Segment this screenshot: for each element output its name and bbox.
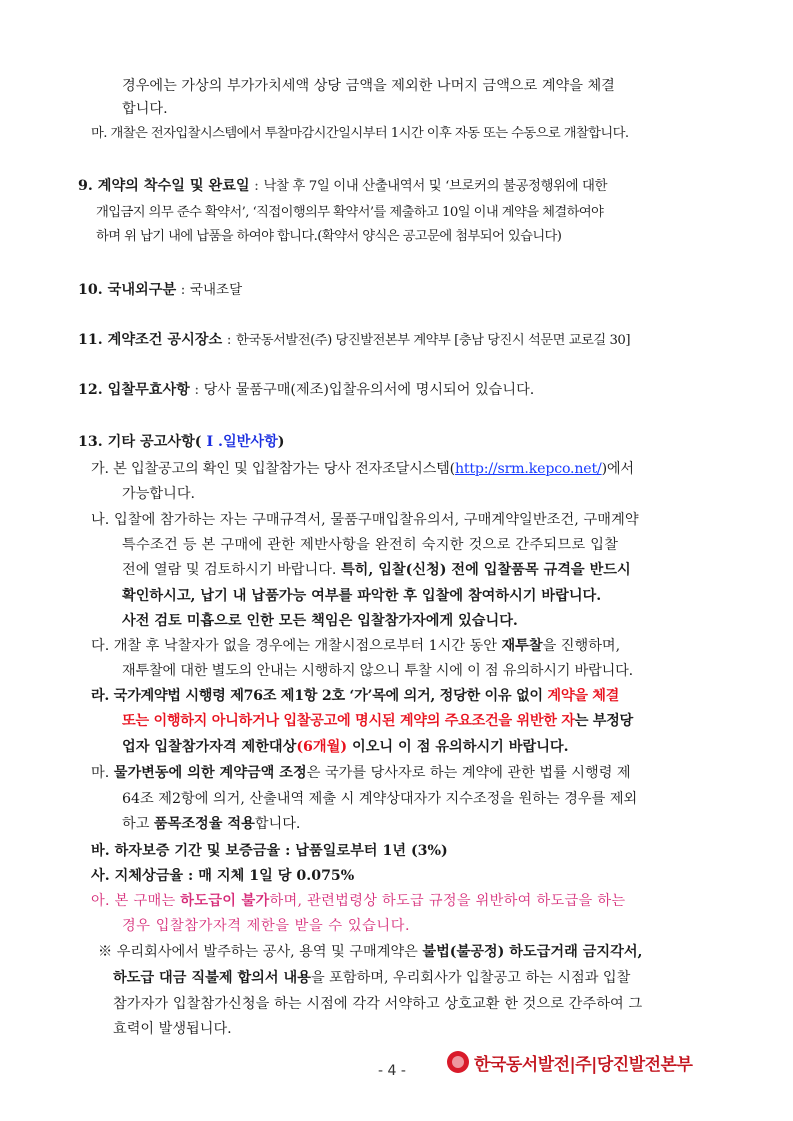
item-da-text-a: 다. 개찰 후 낙찰자가 없을 경우에는 개찰시점으로부터 1시간 동안 xyxy=(91,638,502,654)
item-ra-line-1 xyxy=(91,686,619,706)
section-11-colon: : xyxy=(222,332,237,348)
item-ma-label: 마. xyxy=(91,765,114,781)
note-emphasis-b: 하도급 대금 직불제 합의서 내용 xyxy=(113,970,311,986)
item-ra-text-b: 는 부정당 xyxy=(574,713,633,729)
item-ah-text-a: 아. 본 구매는 xyxy=(91,893,181,909)
section-12-colon: : xyxy=(189,382,204,398)
item-ma-opening: 마. 개찰은 전자입찰시스템에서 투찰마감시간일시부터 1시간 이후 자동 또는 수동으로 개찰합니다. xyxy=(91,126,629,141)
section-10-title: 10. 국내외구분 xyxy=(78,282,177,298)
item-ma-line-2: 64조 제2항에 의거, 산출내역 제출 시 계약상대자가 지수조정을 원하는 경우를 제외 xyxy=(122,791,638,807)
section-9-colon: : xyxy=(249,178,264,194)
item-ra-line-3 xyxy=(122,737,569,757)
item-da-text-b: 을 진행하며, xyxy=(542,638,621,654)
section-12-text: 당사 물품구매(제조)입찰유의서에 명시되어 있습니다. xyxy=(203,382,535,398)
item-ga-line-1 xyxy=(91,459,634,479)
section-10-colon: : xyxy=(176,282,190,298)
item-na-line-3 xyxy=(122,560,631,580)
section-11-title: 11. 계약조건 공시장소 xyxy=(78,332,223,348)
section-13-title xyxy=(78,432,285,452)
item-ma-text-d: 합니다. xyxy=(254,816,301,832)
section-13-title-sub: I .일반사항 xyxy=(201,434,278,450)
note-emphasis-a: 불법(불공정) 하도급거래 금지각서, xyxy=(422,944,643,960)
item-da-emphasis: 재투찰 xyxy=(501,638,543,654)
item-ah-line-1 xyxy=(91,891,625,911)
section-11 xyxy=(78,330,630,351)
item-ra-red-a: 계약을 체결 xyxy=(547,688,620,704)
note-text-a: ※ 우리회사에서 발주하는 공사, 용역 및 구매계약은 xyxy=(98,944,423,960)
section-9-line-3: 하며 위 납기 내에 납품을 하여야 합니다.(확약서 양식은 공고문에 첨부되어 있습니다) xyxy=(96,229,562,244)
item-ra-line-2 xyxy=(122,711,633,731)
section-9-title: 9. 계약의 착수일 및 완료일 xyxy=(78,178,250,194)
item-ra-text-d: 이오니 이 점 유의하시기 바랍니다. xyxy=(347,739,569,755)
item-ma-text-c: 하고 xyxy=(122,816,154,832)
section-13-title-start: 13. 기타 공고사항( xyxy=(78,434,202,450)
item-ah-text-b: 하며, 관련법령상 하도급 규정을 위반하여 하도급을 하는 xyxy=(269,893,626,909)
item-ah-line-2: 경우 입찰참가자격 제한을 받을 수 있습니다. xyxy=(122,918,411,934)
section-10 xyxy=(78,280,242,300)
section-12-title: 12. 입찰무효사항 xyxy=(78,382,190,398)
page-number: - 4 - xyxy=(378,1063,406,1079)
srm-link[interactable]: http://srm.kepco.net/ xyxy=(454,461,602,477)
note-line-2 xyxy=(113,968,630,988)
item-ma-emphasis-b: 품목조정율 적용 xyxy=(153,816,255,832)
note-text-b: 을 포함하며, 우리회사가 입찰공고 하는 시점과 입찰 xyxy=(310,970,631,986)
section-10-text: 국내조달 xyxy=(189,282,243,298)
item-ga-text-b: )에서 xyxy=(601,461,634,477)
note-line-1 xyxy=(98,942,643,962)
item-ma-line-3 xyxy=(122,814,300,834)
logo-emblem-icon xyxy=(447,1051,469,1073)
item-ba: 바. 하자보증 기간 및 보증금율 : 납품일로부터 1년 (3%) xyxy=(91,843,448,859)
item-na-text-a: 전에 열람 및 검토하시기 바랍니다. xyxy=(122,562,341,578)
item-na-line-4: 확인하시고, 납기 내 납품가능 여부를 파악한 후 입찰에 참여하시기 바랍니다. xyxy=(122,588,602,604)
item-ra-red-b: 또는 이행하지 아니하거나 입찰공고에 명시된 계약의 주요조건을 위반한 자 xyxy=(122,713,575,729)
item-da-line-1 xyxy=(91,636,620,656)
item-ma-line-1 xyxy=(91,763,631,783)
item-da-line-2: 재투찰에 대한 별도의 안내는 시행하지 않으니 투찰 시에 이 점 유의하시기 바랍니다. xyxy=(122,663,633,679)
item-na-line-5: 사전 검토 미흡으로 인한 모든 책임은 입찰참가자에게 있습니다. xyxy=(122,613,518,629)
section-13-title-end: ) xyxy=(277,434,285,450)
note-line-4: 효력이 발생됩니다. xyxy=(113,1021,232,1037)
item-sa: 사. 지체상금율 : 매 지체 1일 당 0.075% xyxy=(91,868,355,884)
section-9-line-1 xyxy=(78,176,607,197)
item-ah-emphasis: 하도급이 불가 xyxy=(180,893,270,909)
item-ma-text: 은 국가를 당사자로 하는 계약에 관한 법률 시행령 제 xyxy=(306,765,631,781)
note-line-3: 참가자가 입찰참가신청을 하는 시점에 각각 서약하고 상호교환 한 것으로 간주하여 그 xyxy=(113,996,643,1012)
item-ga-text-a: 가. 본 입찰공고의 확인 및 입찰참가는 당사 전자조달시스템( xyxy=(91,461,455,477)
company-logo xyxy=(447,1050,692,1074)
item-na-line-1: 나. 입찰에 참가하는 자는 구매규격서, 물품구매입찰유의서, 구매계약일반조건, 구매계약 xyxy=(91,512,639,528)
item-ra-red-c: (6개월) xyxy=(296,739,348,755)
item-na-emphasis-a: 특히, 입찰(신청) 전에 입찰품목 규격을 반드시 xyxy=(340,562,631,578)
logo-text: 한국동서발전|주|당진발전본부 xyxy=(474,1054,693,1075)
item-ra-text-a: 라. 국가계약법 시행령 제76조 제1항 2호 ‘가’목에 의거, 정당한 이유 없이 xyxy=(91,688,548,704)
continued-line-1: 경우에는 가상의 부가가치세액 상당 금액을 제외한 나머지 금액으로 계약을 체결 xyxy=(122,78,615,94)
item-ma-emphasis: 물가변동에 의한 계약금액 조정 xyxy=(113,765,307,781)
section-9-text: 낙찰 후 7일 이내 산출내역서 및 ‘브로커의 불공정행위에 대한 xyxy=(263,179,608,194)
section-12 xyxy=(78,380,534,400)
continued-line-2: 합니다. xyxy=(122,101,168,117)
item-ra-text-c: 업자 입찰참가자격 제한대상 xyxy=(122,739,297,755)
item-na-line-2: 특수조건 등 본 구매에 관한 제반사항을 완전히 숙지한 것으로 간주되므로 입찰 xyxy=(122,537,619,553)
section-9-line-2: 개입금지 의무 준수 확약서’, ‘직접이행의무 확약서’를 제출하고 10일 이내 계약을 체결하여야 xyxy=(96,205,604,220)
section-11-text: 한국동서발전(주) 당진발전본부 계약부 [충남 당진시 석문면 교로길 30] xyxy=(236,333,631,348)
item-ga-line-2: 가능합니다. xyxy=(122,486,196,502)
